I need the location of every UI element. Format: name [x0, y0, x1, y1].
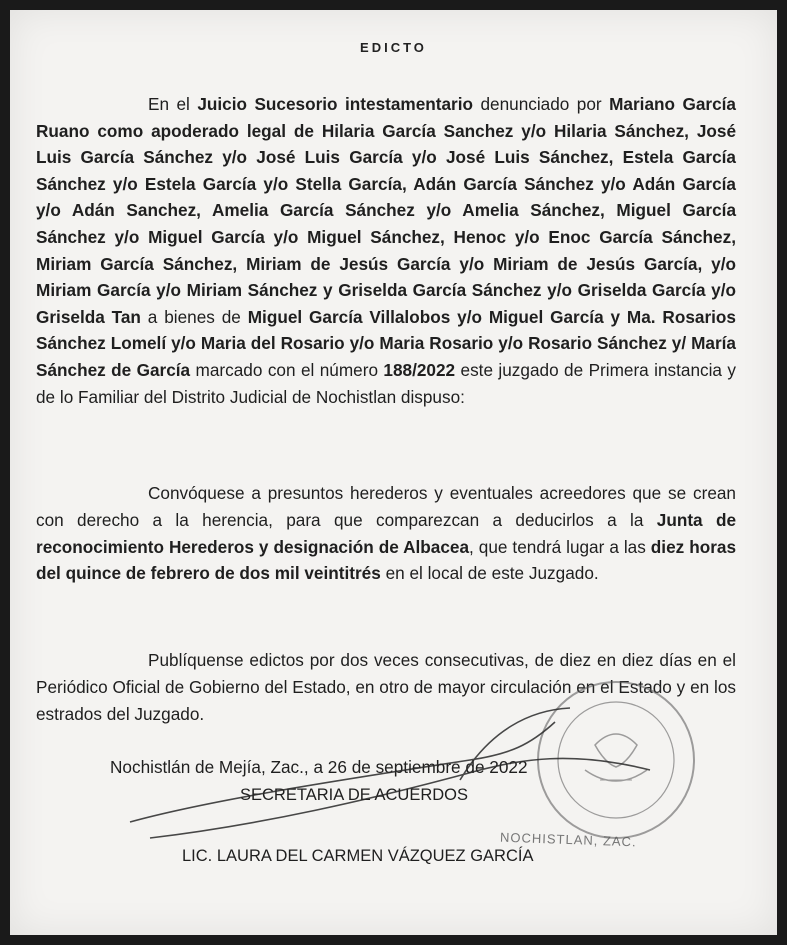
p1-bold-4: 188/2022 [383, 359, 456, 380]
stamp-location-text: NOCHISTLAN, ZAC. [499, 829, 637, 850]
p1-bold-1: Juicio Sucesorio intestamentario [197, 94, 473, 114]
p1-text-2: denunciado por [473, 94, 610, 114]
signer-role: SECRETARIA DE ACUERDOS [240, 786, 468, 804]
p1-bold-2: Mariano García Ruano como apoderado legal de Hilaria García Sanchez y/o Hilaria Sánchez, José Luis García Sánchez y/o José Luis García y/o José Luis Sánchez, Estela García Sánchez y/o Estela García y/o Stella García, Adán García Sánchez y/o Adán García y/o Adán Sanchez, Amelia García Sánchez y/o Amelia Sánchez, Miguel García Sánchez y/o Miguel García y/o Miguel Sánchez, Henoc y/o Enoc García Sánchez, Miriam García Sánchez, Miriam de Jesús García y/o Miriam de Jesús García, y/o Miriam García y/o Miriam Sánchez y Griselda García Sánchez y/o Griselda García y/o Griselda Tan [36, 94, 736, 327]
signature-icon [130, 708, 650, 838]
p2-text-1: Convóquese a presuntos herederos y eventuales acreedores que se crean con derecho a la herencia, para que comparezcan a deducirlos a la [36, 483, 736, 530]
signer-name: LIC. LAURA DEL CARMEN VÁZQUEZ GARCÍA [182, 847, 534, 865]
document-title: EDICTO [360, 40, 427, 55]
p2-bold-1: Junta de reconocimiento Herederos y designación de Albacea [36, 509, 737, 557]
place-date: Nochistlán de Mejía, Zac., a 26 de septiembre de 2022 [110, 757, 528, 777]
p2-bold-2: diez horas del quince de febrero de dos mil veintitrés [36, 536, 736, 584]
p2-text-3: en el local de este Juzgado. [380, 563, 599, 584]
official-seal-icon [538, 682, 694, 838]
p1-text-3: a bienes de [140, 306, 248, 327]
p1-bold-3: Miguel García Villalobos y/o Miguel García y Ma. Rosarios Sánchez Lomelí y/o Maria del Rosario y/o Maria Rosario y/o Rosario Sánchez y/ María Sánchez de García [36, 306, 736, 380]
p2-text-2: , que tendrá lugar a las [469, 536, 651, 557]
document-page [10, 10, 777, 935]
p1-text-1: En el [148, 94, 198, 114]
p1-text-5: este juzgado de Primera instancia y de lo Familiar del Distrito Judicial de Nochistlan dispuso: [36, 359, 736, 407]
paragraph-publication: Publíquense edictos por dos veces consecutivas, de diez en diez días en el Periódico Oficial de Gobierno del Estado, en otro de mayor circulación en el Estado y en los estrados del Juzgado. [36, 650, 736, 724]
p1-text-4: marcado con el número [190, 359, 384, 380]
seal-and-signature [10, 10, 777, 935]
